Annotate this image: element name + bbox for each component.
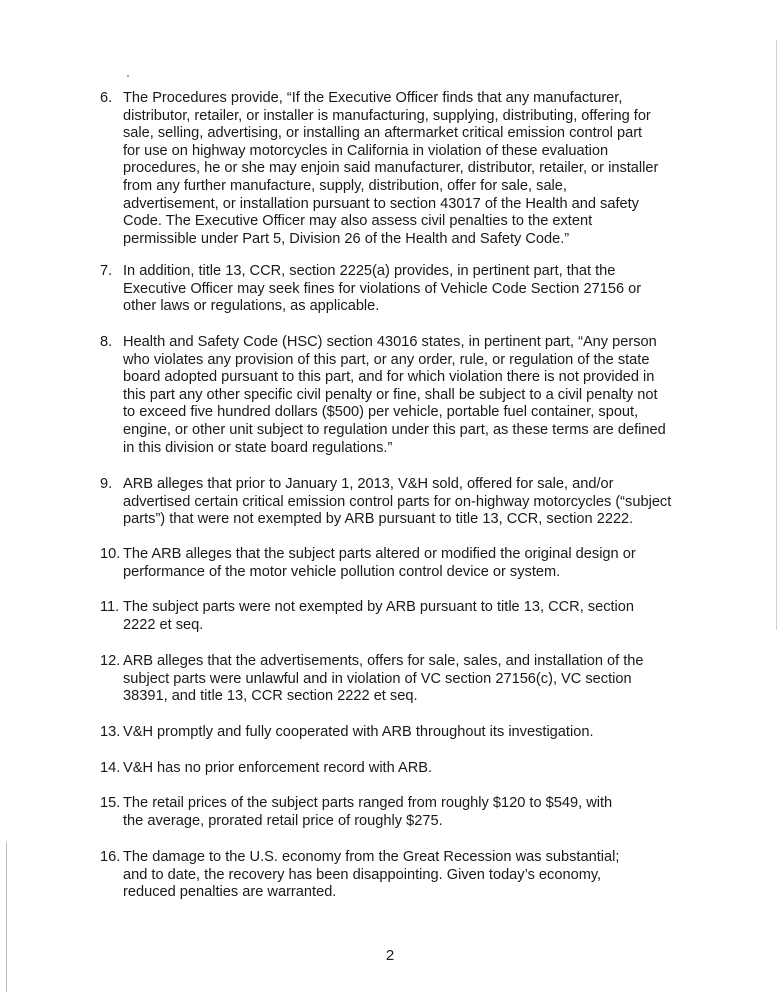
list-item-16: [100, 849, 700, 902]
text-line: engine, or other unit subject to regulation under this part, as these terms are defined: [123, 421, 666, 438]
item-number: 11.: [100, 599, 120, 615]
text-line: sale, selling, advertising, or installing an aftermarket critical emission control part: [123, 125, 643, 142]
list-item-6: [100, 90, 700, 248]
item-number: 16.: [100, 849, 121, 865]
text-line: advertised certain critical emission control parts for on-highway motorcycles (“subject: [123, 493, 672, 510]
text-line: The damage to the U.S. economy from the Great Recession was substantial;: [123, 849, 620, 865]
text-line: for use on highway motorcycles in California in violation of these evaluation: [123, 142, 609, 159]
text-line: from any further manufacture, supply, distribution, offer for sale, sale,: [123, 177, 567, 194]
list-item-15: [100, 795, 700, 830]
text-line: ARB alleges that prior to January 1, 2013, V&H sold, offered for sale, and/or: [123, 476, 614, 492]
list-item-9: [100, 476, 700, 529]
item-number: 7.: [100, 263, 113, 279]
item-text: [123, 90, 700, 248]
scan-edge-left: [6, 842, 7, 992]
text-line: 2222 et seq.: [123, 616, 204, 633]
item-number: 8.: [100, 334, 113, 350]
text-line: The subject parts were not exempted by ARB pursuant to title 13, CCR, section: [123, 599, 635, 615]
text-line: Executive Officer may seek fines for violations of Vehicle Code Section 27156 or: [123, 280, 642, 297]
text-line: the average, prorated retail price of roughly $275.: [123, 812, 443, 829]
text-line: V&H has no prior enforcement record with ARB.: [123, 760, 433, 776]
text-line: parts”) that were not exempted by ARB pursuant to title 13, CCR, section 2222.: [123, 511, 634, 528]
text-line: and to date, the recovery has been disappointing. Given today’s economy,: [123, 866, 602, 883]
item-number: 15.: [100, 795, 121, 811]
list-item-12: [100, 653, 700, 706]
list-item-13: [100, 724, 700, 742]
text-line: other laws or regulations, as applicable.: [123, 298, 380, 315]
text-line: in this division or state board regulations.”: [123, 439, 393, 456]
text-line: Health and Safety Code (HSC) section 43016 states, in pertinent part, “Any person: [123, 334, 657, 350]
item-text: [123, 599, 700, 634]
text-line: 38391, and title 13, CCR section 2222 et seq.: [123, 688, 418, 705]
list-item-10: [100, 546, 700, 581]
text-line: board adopted pursuant to this part, and for which violation there is not provided in: [123, 369, 655, 386]
item-text: [123, 546, 700, 581]
text-line: distributor, retailer, or installer is manufacturing, supplying, distributing, offering for: [123, 107, 651, 124]
text-line: The retail prices of the subject parts ranged from roughly $120 to $549, with: [123, 795, 613, 811]
text-line: The ARB alleges that the subject parts altered or modified the original design or: [123, 546, 636, 562]
text-line: subject parts were unlawful and in violation of VC section 27156(c), VC section: [123, 670, 632, 687]
item-text: [123, 795, 700, 830]
text-line: V&H promptly and fully cooperated with ARB throughout its investigation.: [123, 724, 594, 740]
text-line: ARB alleges that the advertisements, offers for sale, sales, and installation of the: [123, 653, 644, 669]
item-number: 12.: [100, 653, 121, 669]
text-line: advertisement, or installation pursuant to section 43017 of the Health and safety: [123, 195, 639, 212]
text-line: to exceed five hundred dollars ($500) per vehicle, portable fuel container, spout,: [123, 404, 639, 421]
item-text: [123, 334, 700, 457]
scan-edge-right: [776, 40, 777, 630]
list-item-11: [100, 599, 700, 634]
text-line: Code. The Executive Officer may also assess civil penalties to the extent: [123, 213, 593, 230]
page-number: 2: [385, 947, 395, 964]
item-text: [123, 263, 700, 316]
text-line: this part any other specific civil penalty or fine, shall be subject to a civil penalty not: [123, 386, 658, 403]
text-line: In addition, title 13, CCR, section 2225(a) provides, in pertinent part, that the: [123, 263, 616, 279]
list-item-7: [100, 263, 700, 316]
text-line: who violates any provision of this part, or any order, rule, or regulation of the state: [123, 351, 650, 368]
text-line: performance of the motor vehicle pollution control device or system.: [123, 563, 561, 580]
list-item-8: [100, 334, 700, 457]
item-number: 13.: [100, 724, 121, 740]
item-text: [123, 724, 700, 742]
text-line: permissible under Part 5, Division 26 of the Health and Safety Code.”: [123, 230, 570, 247]
text-line: The Procedures provide, “If the Executive Officer finds that any manufacturer,: [123, 90, 623, 106]
item-number: 14.: [100, 760, 121, 776]
item-text: [123, 653, 700, 706]
item-text: [123, 849, 700, 902]
item-text: [123, 476, 700, 529]
text-line: reduced penalties are warranted.: [123, 884, 337, 901]
item-number: 6.: [100, 90, 113, 106]
text-line: procedures, he or she may enjoin said manufacturer, distributor, retailer, or installer: [123, 160, 659, 177]
item-number: 10.: [100, 546, 121, 562]
item-number: 9.: [100, 476, 113, 492]
list-item-14: [100, 760, 700, 778]
scan-speck: [127, 75, 129, 77]
item-text: [123, 760, 700, 778]
